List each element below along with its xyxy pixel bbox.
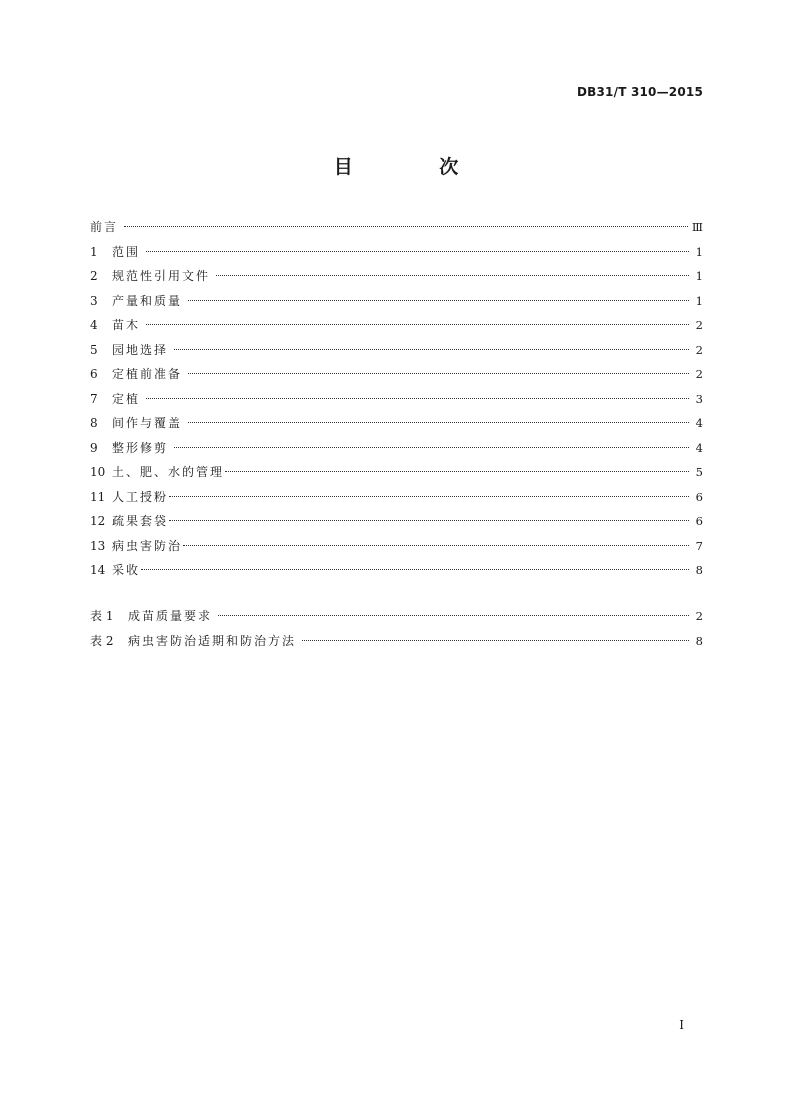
toc-entry-title: 间作与覆盖 [112,416,183,430]
toc-entry-number: 2 [90,269,98,283]
toc-entry[interactable] [90,215,703,240]
toc-entry-title: 前言 [90,220,119,234]
toc-entry-number: 3 [90,293,98,308]
toc-entry[interactable] [90,362,703,387]
toc-entry-page: 2 [695,342,703,357]
toc-table-page: 8 [695,633,703,648]
toc-entry[interactable] [90,240,703,265]
dot-leader [124,226,688,227]
toc-entry-page: 3 [695,391,703,406]
toc-entry[interactable] [90,411,703,436]
toc-entry-page: 1 [695,269,703,283]
toc-table-number: 表 2 [90,633,114,648]
dot-leader [216,275,689,276]
toc-entry-number: 12 [90,514,106,528]
toc-entry-title: 病虫害防治 [112,538,183,553]
toc-entry-title: 疏果套袋 [112,514,169,528]
toc-entry-title: 定植前准备 [112,367,183,381]
toc-entry[interactable] [90,534,703,559]
toc-entry-page: 7 [695,538,703,553]
toc-entry-number: 11 [90,489,106,504]
toc-entry-title: 园地选择 [112,342,169,357]
toc-entry-page: 1 [695,293,703,308]
toc-entry-page: 1 [695,244,703,259]
dot-leader [225,471,689,472]
toc-entry-title: 人工授粉 [112,489,169,504]
toc-entry-title: 采收 [112,563,141,577]
toc-entry-number: 6 [90,367,98,381]
dot-leader [174,349,689,350]
toc-entry-number: 7 [90,391,98,406]
toc-entry-title: 规范性引用文件 [112,269,211,283]
dot-leader [188,300,689,301]
toc-entry-number: 8 [90,416,98,430]
toc-entry[interactable] [90,289,703,314]
toc-table-title: 成苗质量要求 [128,609,213,623]
toc-entry-page: 4 [695,416,703,430]
toc-entry-number: 4 [90,318,98,332]
toc-entry-title: 土、肥、水的管理 [112,465,225,479]
toc-entry[interactable] [90,558,703,583]
toc-tables-list [90,604,703,653]
toc-entry-title: 整形修剪 [112,440,169,455]
toc-entry-number: 1 [90,244,98,259]
dot-leader [174,447,689,448]
toc-entry-page: Ⅲ [691,220,703,234]
toc-main-list [90,215,703,583]
dot-leader [169,496,689,497]
dot-leader [146,324,689,325]
toc-table-number: 表 1 [90,609,114,623]
toc-entry-number: 9 [90,440,98,455]
dot-leader [146,398,689,399]
dot-leader [146,251,689,252]
toc-table-entry[interactable] [90,604,703,629]
document-code: DB31/T 310—2015 [577,85,703,99]
toc-entry[interactable] [90,264,703,289]
toc-entry[interactable] [90,509,703,534]
dot-leader [183,545,689,546]
toc-entry-title: 定植 [112,391,141,406]
toc-entry[interactable] [90,387,703,412]
toc-entry-title: 范围 [112,244,141,259]
dot-leader [302,640,689,641]
toc-entry[interactable] [90,485,703,510]
toc-entry-title: 产量和质量 [112,293,183,308]
toc-entry-page: 6 [695,489,703,504]
dot-leader [188,373,689,374]
toc-entry-page: 6 [695,514,703,528]
toc-entry[interactable] [90,313,703,338]
toc-entry[interactable] [90,338,703,363]
toc-entry-page: 4 [695,440,703,455]
toc-entry-page: 2 [695,318,703,332]
dot-leader [141,569,689,570]
toc-table-entry[interactable] [90,629,703,654]
toc-table-title: 病虫害防治适期和防治方法 [128,633,297,648]
toc-entry-title: 苗木 [112,318,141,332]
dot-leader [188,422,689,423]
toc-entry-page: 2 [695,367,703,381]
toc-entry-page: 5 [695,465,703,479]
dot-leader [218,615,689,616]
dot-leader [169,520,689,521]
page-title: 目 次 [333,156,499,178]
toc-entry-number: 10 [90,465,106,479]
toc-entry-page: 8 [695,563,703,577]
toc-table-page: 2 [695,609,703,623]
page-number: I [679,1018,684,1032]
toc-entry-number: 5 [90,342,98,357]
toc-entry-number: 13 [90,538,106,553]
toc-entry[interactable] [90,436,703,461]
toc-entry-number: 14 [90,563,106,577]
toc-entry[interactable] [90,460,703,485]
